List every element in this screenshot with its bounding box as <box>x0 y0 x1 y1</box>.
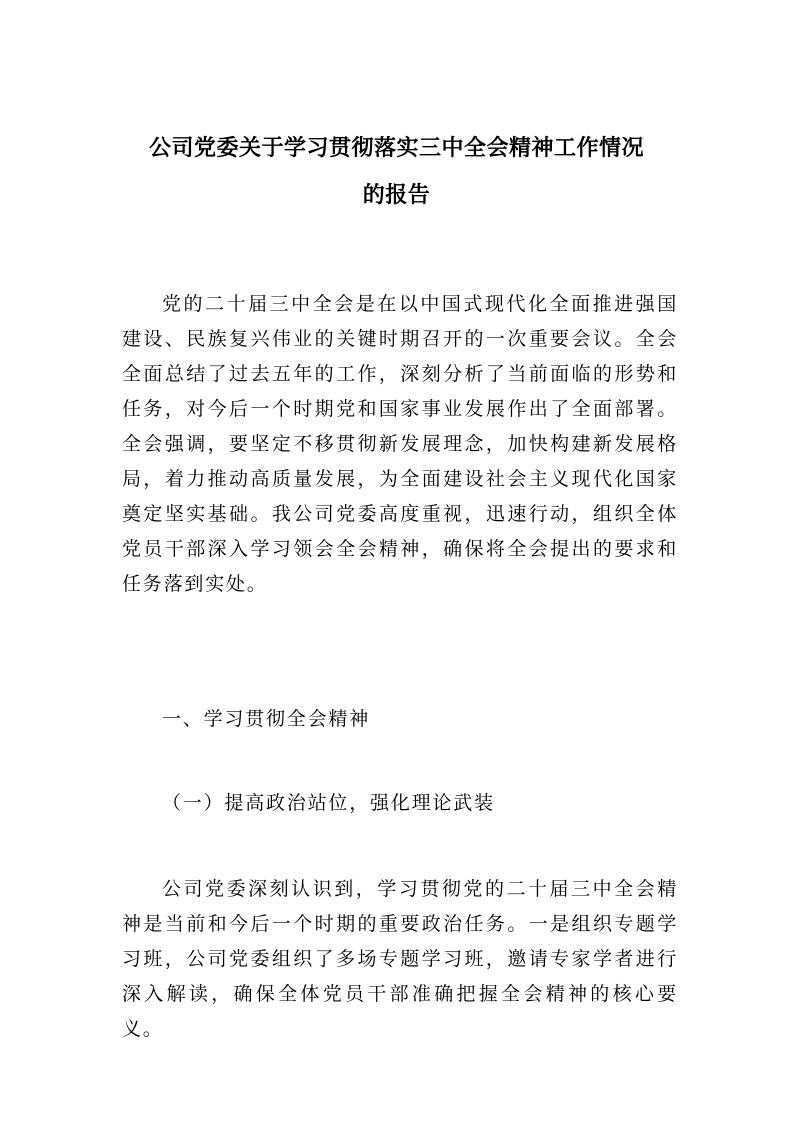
section-heading-1: 一、学习贯彻全会精神 <box>162 708 371 730</box>
document-title-line-2: 的报告 <box>362 183 431 208</box>
subsection-heading-1: （一）提高政治站位，强化理论武装 <box>162 792 495 814</box>
intro-paragraph: 党的二十届三中全会是在以中国式现代化全面推进强国建设、民族复兴伟业的关键时期召开的一次重要会议。全会全面总结了过去五年的工作，深刻分析了当前面临的形势和任务，对今后一个时期党和国家事业发展作出了全面部署。全会强调，要坚定不移贯彻新发展理念，加快构建新发展格局，着力推动高质量发展，为全面建设社会主义现代化国家奠定坚实基础。我公司党委高度重视，迅速行动，组织全体党员干部深入学习领会全会精神，确保将全会提出的要求和任务落到实处。 <box>122 293 678 595</box>
document-title-line-1: 公司党委关于学习贯彻落实三中全会精神工作情况 <box>148 136 644 161</box>
section-paragraph-1: 公司党委深刻认识到，学习贯彻党的二十届三中全会精神是当前和今后一个时期的重要政治任务。一是组织专题学习班，公司党委组织了多场专题学习班，邀请专家学者进行深入解读，确保全体党员干部准确把握全会精神的核心要义。 <box>122 878 678 1040</box>
